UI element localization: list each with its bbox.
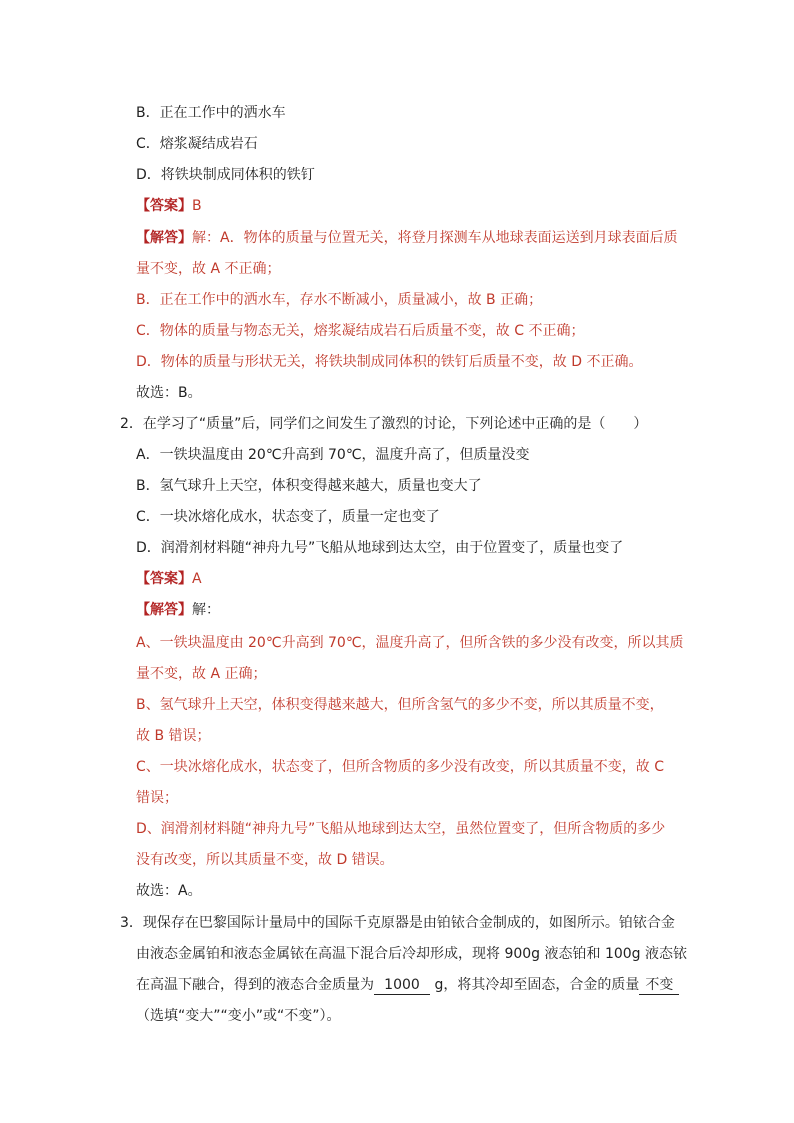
q3-line-2: 由液态金属铂和液态金属铱在高温下混合后冷却形成，现将 900g 液态铂和 100g 液态铱 <box>136 946 688 962</box>
q1-explanation-line-5: D．物体的质量与形状无关，将铁块制成同体积的铁钉后质量不变，故 D 不正确。 <box>136 354 643 370</box>
q2-option-d: D．润滑剂材料随“神舟九号”飞船从地球到达太空，由于位置变了，质量也变了 <box>136 540 624 556</box>
q3-text-mid: g，将其冷却至固态，合金的质量 <box>430 977 640 993</box>
q3-line-4: （选填“变大”“变小”或“不变”）。 <box>136 1008 341 1024</box>
q2-option-b: B．氢气球升上天空，体积变得越来越大，质量也变大了 <box>136 478 482 494</box>
q2-explanation-c-1: C、一块冰熔化成水，状态变了，但所含物质的多少没有改变，所以其质量不变，故 C <box>136 759 664 775</box>
q2-explanation-head <box>136 600 220 620</box>
explanation-text: 解： <box>192 602 220 618</box>
q3-line-1: 3．现保存在巴黎国际计量局中的国际千克原器是由铂铱合金制成的，如图所示。铂铱合金 <box>120 915 675 931</box>
answer-value: A <box>192 571 202 587</box>
q2-explanation-d-1: D、润滑剂材料随“神舟九号”飞船从地球到达太空，虽然位置变了，但所含物质的多少 <box>136 821 666 837</box>
q2-explanation-b-1: B、氢气球升上天空，体积变得越来越大，但所含氢气的多少不变，所以其质量不变， <box>136 697 664 713</box>
q1-choice: 故选：B。 <box>136 385 202 401</box>
q1-explanation-line-4: C．物体的质量与物态无关，熔浆凝结成岩石后质量不变，故 C 不正确； <box>136 323 585 339</box>
q1-explanation-line-2: 量不变，故 A 不正确； <box>136 261 281 277</box>
q2-explanation-b-2: 故 B 错误； <box>136 728 211 744</box>
answer-blank-1: 1000 <box>374 976 430 995</box>
q2-explanation-d-2: 没有改变，所以其质量不变，故 D 错误。 <box>136 852 394 868</box>
q2-option-c: C．一块冰熔化成水，状态变了，质量一定也变了 <box>136 509 440 525</box>
q2-answer <box>136 569 202 589</box>
q1-answer <box>136 196 202 216</box>
explanation-tag: 【解答】 <box>136 230 192 246</box>
q1-option-c: C．熔浆凝结成岩石 <box>136 136 258 152</box>
q3-line-3 <box>136 975 679 995</box>
q1-option-b: B．正在工作中的洒水车 <box>136 105 286 121</box>
q2-explanation-a-1: A、一铁块温度由 20℃升高到 70℃，温度升高了，但所含铁的多少没有改变，所以其质 <box>136 635 684 651</box>
answer-blank-2: 不变 <box>639 976 679 995</box>
q2-option-a: A．一铁块温度由 20℃升高到 70℃，温度升高了，但质量没变 <box>136 447 530 463</box>
q2-choice: 故选：A。 <box>136 883 202 899</box>
q2-explanation-a-2: 量不变，故 A 正确； <box>136 666 267 682</box>
explanation-text: 解：A．物体的质量与位置无关，将登月探测车从地球表面运送到月球表面后质 <box>192 230 678 246</box>
q1-explanation-line-1 <box>136 228 678 248</box>
q3-text-pre: 在高温下融合，得到的液态合金质量为 <box>136 977 374 993</box>
answer-tag: 【答案】 <box>136 198 192 214</box>
q2-explanation-c-2: 错误； <box>136 790 178 806</box>
answer-tag: 【答案】 <box>136 571 192 587</box>
q1-explanation-line-3: B．正在工作中的洒水车，存水不断减小，质量减小，故 B 正确； <box>136 292 543 308</box>
answer-value: B <box>192 198 202 214</box>
explanation-tag: 【解答】 <box>136 602 192 618</box>
q1-option-d: D．将铁块制成同体积的铁钉 <box>136 167 315 183</box>
q2-stem: 2．在学习了“质量”后，同学们之间发生了激烈的讨论，下列论述中正确的是（ ） <box>120 416 648 432</box>
